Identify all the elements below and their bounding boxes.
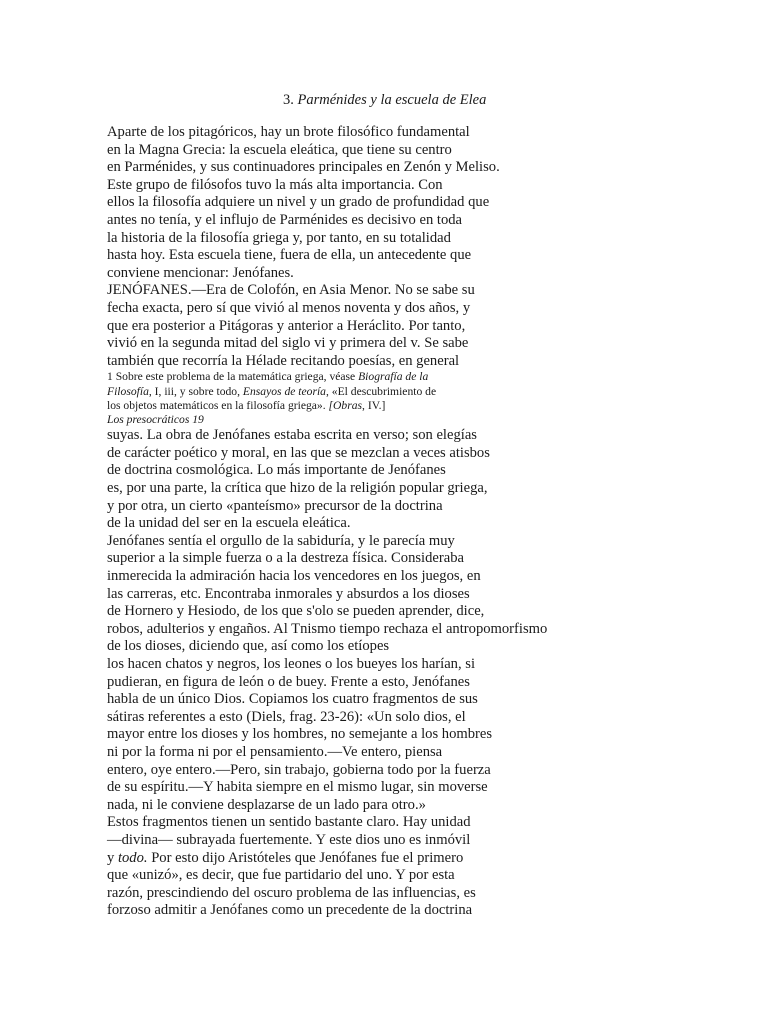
text-line: habla de un único Dios. Copiamos los cuatro fragmentos de sus	[107, 691, 478, 708]
text-line: que «unizó», es decir, que fue partidario del uno. Y por esta	[107, 867, 455, 884]
footnote-line	[107, 399, 767, 413]
footnote-line	[107, 370, 767, 384]
footnote-book-title: Filosofía	[107, 384, 149, 398]
text-line: vivió en la segunda mitad del siglo vi y primera del v. Se sabe	[107, 335, 469, 352]
text-line: las carreras, etc. Encontraba inmorales y absurdos a los dioses	[107, 585, 470, 602]
text-line: conviene mencionar: Jenófanes.	[107, 264, 294, 281]
text-line: —divina— subrayada fuertemente. Y este dios uno es inmóvil	[107, 831, 471, 848]
text-line: los hacen chatos y negros, los leones o los bueyes los harían, si	[107, 655, 476, 672]
footnote-book-title: Ensayos de teoría	[242, 384, 326, 398]
text-line: hasta hoy. Esta escuela tiene, fuera de ella, un antecedente que	[107, 247, 472, 264]
footnote-text: los objetos matemáticos en la filosofía griega».	[107, 398, 329, 412]
section-title	[283, 92, 486, 109]
footnote-book-title: Biografía de la	[358, 370, 429, 384]
text-line: sátiras referentes a esto (Diels, frag. 23-26): «Un solo dios, el	[107, 708, 466, 725]
text-span: Por esto dijo Aristóteles que Jenófanes fue el primero	[147, 849, 464, 866]
footnote-text: , «El descubrimiento de	[325, 384, 437, 398]
section-title-text: Parménides y la escuela de Elea	[297, 92, 487, 108]
text-line: robos, adulterios y engaños. Al Tnismo tiempo rechaza el antropomorfismo	[107, 620, 548, 637]
text-line: de la unidad del ser en la escuela eleática.	[107, 515, 351, 532]
text-line: pudieran, en figura de león o de buey. Frente a esto, Jenófanes	[107, 673, 470, 690]
text-line: es, por una parte, la crítica que hizo de la religión popular griega,	[107, 480, 488, 497]
text-line: y por otra, un cierto «panteísmo» precursor de la doctrina	[107, 497, 443, 514]
text-line: ellos la filosofía adquiere un nivel y un grado de profundidad que	[107, 194, 490, 211]
footnote-book-title: [Obras	[328, 398, 363, 412]
text-line: de carácter poético y moral, en las que se mezclan a veces atisbos	[107, 444, 490, 461]
text-line	[107, 850, 767, 868]
text-line: forzoso admitir a Jenófanes como un precedente de la doctrina	[107, 902, 473, 919]
text-span: y	[107, 849, 118, 866]
footnote-text: , I, iii, y sobre todo,	[148, 384, 243, 398]
text-line: en Parménides, y sus continuadores principales en Zenón y Meliso.	[107, 159, 500, 176]
text-line: ni por la forma ni por el pensamiento.—Ve entero, piensa	[107, 743, 443, 760]
text-line: Jenófanes sentía el orgullo de la sabiduría, y le parecía muy	[107, 532, 455, 549]
text-line: JENÓFANES.—Era de Colofón, en Asia Menor. No se sabe su	[107, 282, 475, 299]
text-line: inmerecida la admiración hacia los vencedores en los juegos, en	[107, 568, 481, 585]
text-line: de su espíritu.—Y habita siempre en el mismo lugar, sin moverse	[107, 779, 488, 796]
text-line: también que recorría la Hélade recitando poesías, en general	[107, 352, 460, 369]
emphasis-text: todo.	[117, 849, 148, 866]
text-line: de Hornero y Hesiodo, de los que s'olo se pueden aprender, dice,	[107, 603, 485, 620]
text-line: de doctrina cosmológica. Lo más importante de Jenófanes	[107, 462, 446, 479]
text-line: de los dioses, diciendo que, así como los etíopes	[107, 638, 390, 655]
text-line: Aparte de los pitagóricos, hay un brote filosófico fundamental	[107, 124, 470, 140]
text-line: superior a la simple fuerza o a la destreza física. Consideraba	[107, 550, 464, 567]
text-line: mayor entre los dioses y los hombres, no semejante a los hombres	[107, 726, 493, 743]
body-text	[107, 124, 767, 920]
footnote-text: 1 Sobre este problema de la matemática griega, véase	[107, 370, 359, 384]
text-line: suyas. La obra de Jenófanes estaba escrita en verso; son elegías	[107, 427, 477, 444]
text-line: que era posterior a Pitágoras y anterior a Heráclito. Por tanto,	[107, 317, 466, 334]
text-line: fecha exacta, pero sí que vivió al menos noventa y dos años, y	[107, 299, 471, 316]
section-number: 3.	[283, 92, 294, 108]
text-line: la historia de la filosofía griega y, por tanto, en su totalidad	[107, 229, 451, 246]
text-line: en la Magna Grecia: la escuela eleática, que tiene su centro	[107, 141, 452, 158]
text-line: entero, oye entero.—Pero, sin trabajo, gobierna todo por la fuerza	[107, 761, 491, 778]
text-line: razón, prescindiendo del oscuro problema de las influencias, es	[107, 884, 476, 901]
text-line: antes no tenía, y el influjo de Parménides es decisivo en toda	[107, 211, 463, 228]
footnote-line	[107, 385, 767, 399]
running-head: Los presocráticos 19	[107, 412, 204, 426]
text-line: Este grupo de filósofos tuvo la más alta importancia. Con	[107, 176, 443, 193]
text-line: nada, ni le conviene desplazarse de un lado para otro.»	[107, 796, 426, 813]
footnote-text: , IV.]	[362, 398, 386, 412]
text-line: Estos fragmentos tienen un sentido bastante claro. Hay unidad	[107, 814, 471, 831]
